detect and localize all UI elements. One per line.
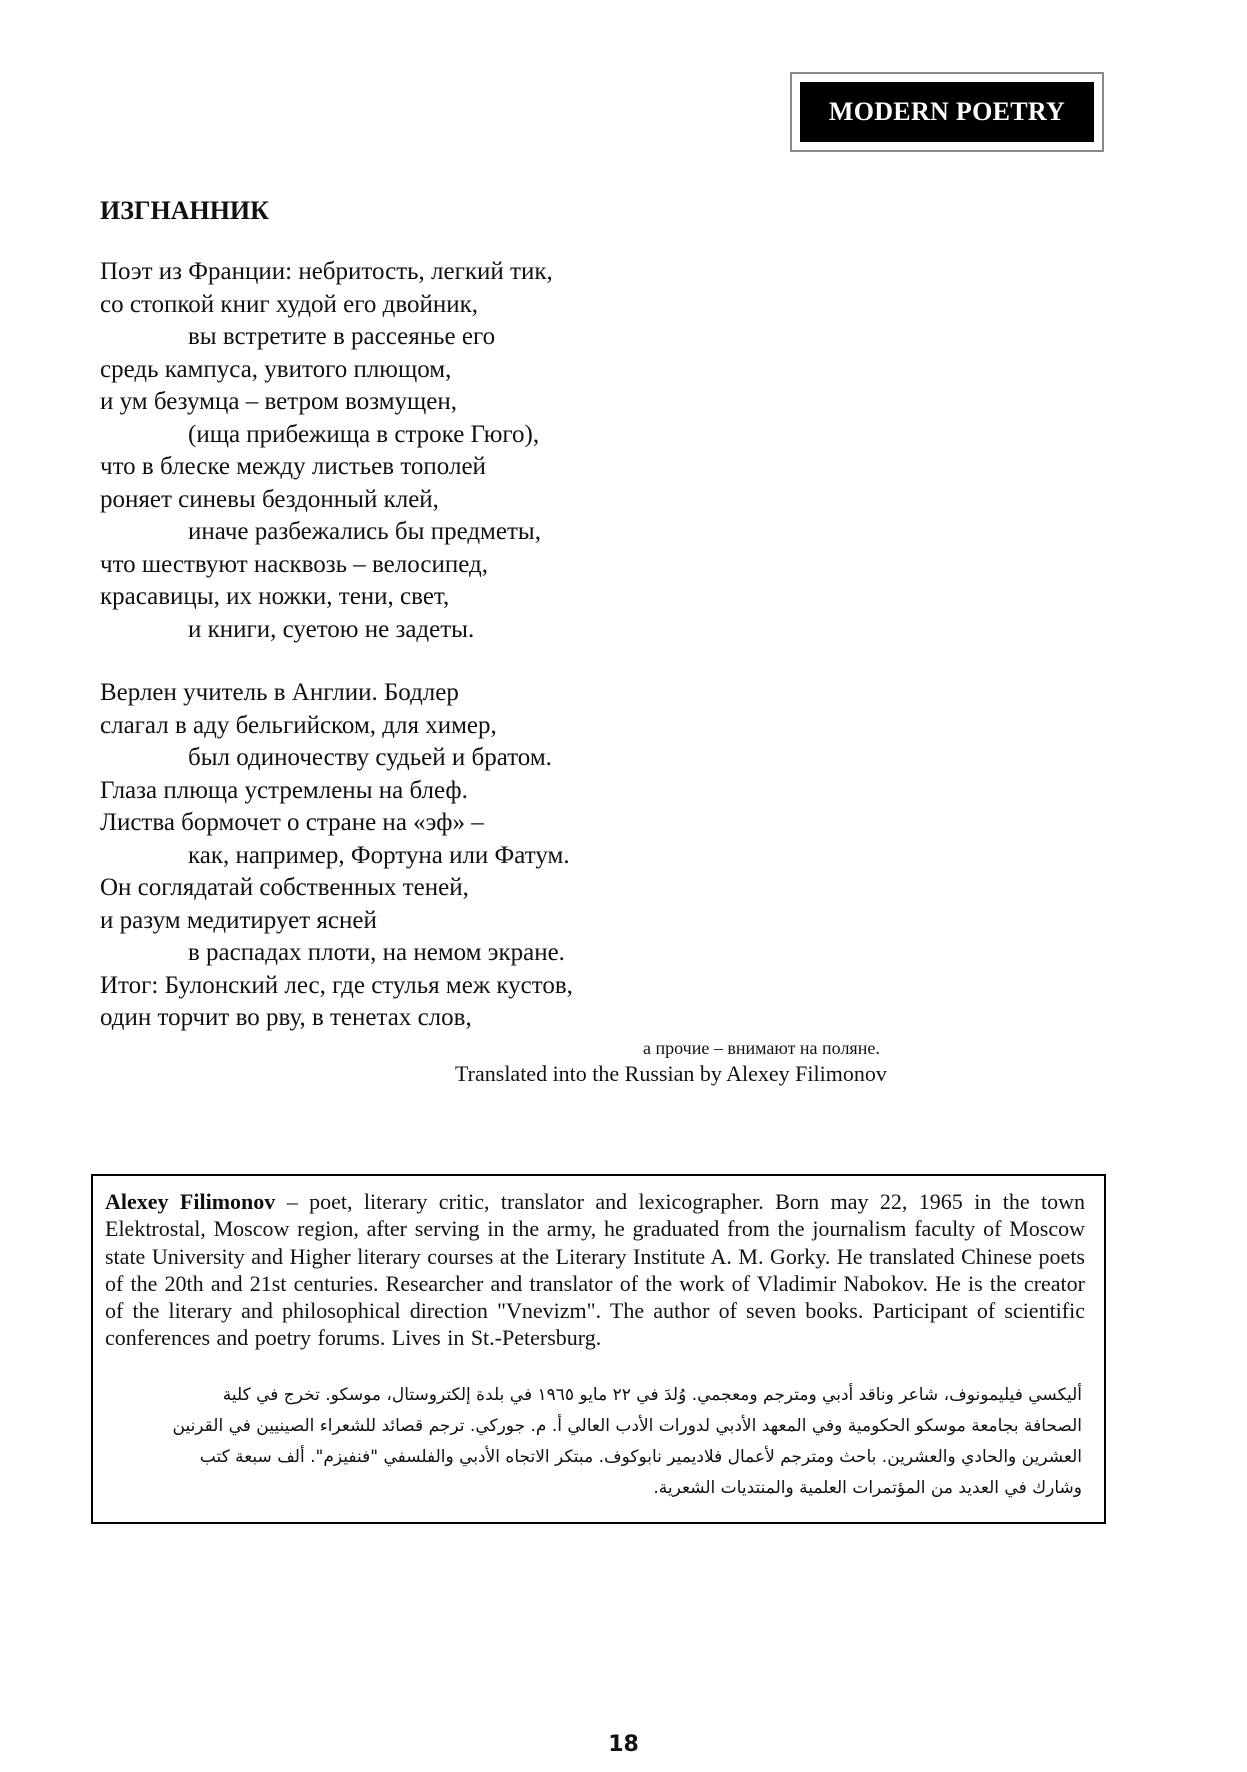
poem-line: Глаза плюща устремлены на блеф. — [100, 776, 468, 804]
arabic-bio-line: وشارك في العديد من المؤتمرات العلمية والمنتديات الشعرية. — [653, 1478, 1082, 1498]
poem-title: ИЗГНАННИК — [100, 196, 270, 225]
poem-line: красавицы, их ножки, тени, свет, — [100, 583, 450, 610]
poem-line: что в блеске между листьев тополей — [100, 453, 486, 480]
poem-line: был одиночеству судьей и братом. — [188, 744, 552, 771]
poem-line: Он соглядатай собственных теней, — [100, 874, 469, 901]
arabic-bio-line: الصحافة بجامعة موسكو الحكومية وفي المعهد الأدبي لدورات الأدب العالي أ. م. جوركي. ترجم قصائد للشعراء الصينيين في القرنين — [172, 1416, 1082, 1436]
poem-line: иначе разбежались бы предметы, — [188, 518, 541, 545]
poem-line: слагал в аду бельгийском, для химер, — [100, 711, 497, 739]
poem-line: Листва бормочет о стране на «эф» – — [100, 809, 484, 836]
section-badge — [790, 72, 1104, 152]
poem-line: и ум безумца – ветром возмущен, — [100, 388, 458, 415]
poem-line: со стопкой книг худой его двойник, — [100, 290, 479, 318]
arabic-bio-line: العشرين والحادي والعشرين. باحث ومترجم لأعمال فلاديمير نابوكوف. مبتكر الاتجاه الأدبي والفلسفي "فنفيزم". ألف سبعة كتب — [199, 1447, 1082, 1467]
poem-last-line: а прочие – внимают на поляне. — [643, 1038, 880, 1058]
poem-line: (ища прибежища в строке Гюго), — [188, 420, 540, 448]
poem-stanza-1 — [100, 256, 553, 646]
author-bio-english — [105, 1188, 1085, 1352]
poem-line: Итог: Булонский лес, где стулья меж кустов, — [100, 971, 573, 999]
poem-line: один торчит во рву, в тенетах слов, — [100, 1004, 472, 1031]
page-number: 18 — [608, 1732, 639, 1757]
poem-line: и книги, суетою не задеты. — [188, 615, 475, 643]
poem-line: как, например, Фортуна или Фатум. — [188, 841, 570, 869]
translation-credit: Translated into the Russian by Alexey Filimonov — [455, 1061, 887, 1086]
poem-line: Поэт из Франции: небритость, легкий тик, — [100, 258, 553, 285]
poem-line: вы встретите в рассеянье его — [188, 323, 496, 350]
author-bio-box — [91, 1174, 1106, 1524]
poem-line: роняет синевы бездонный клей, — [100, 485, 439, 513]
arabic-bio-line: أليكسي فيليمونوف، شاعر وناقد أدبي ومترجم ومعجمي. وُلدَ في ٢٢ مايو ١٩٦٥ في بلدة إلكتروستال، موسكو. تخرج في كلية — [222, 1385, 1082, 1405]
author-name: Alexey Filimonov — [105, 1189, 276, 1214]
poem-line: в распадах плоти, на немом экране. — [188, 939, 565, 966]
poem-line: средь кампуса, увитого плющом, — [100, 355, 452, 383]
poem-stanza-2 — [100, 677, 573, 1035]
section-label: MODERN POETRY — [800, 82, 1094, 142]
poem-line: и разум медитирует ясней — [100, 906, 377, 934]
poem-line: что шествуют насквозь – велосипед, — [100, 550, 488, 578]
poem-line: Верлен учитель в Англии. Бодлер — [100, 679, 459, 706]
author-bio-text: – poet, literary critic, translator and lexicographer. Born may 22, 1965 in the town Elektrostal, Moscow region, after serving in the army, he graduated from the journalism faculty of Moscow state University and Higher literary courses at the Literary Institute A. M. Gorky. He translated Chinese poets of the 20th and 21st centuries. Researcher and translator of the work of Vladimir Nabokov. He is the creator of the literary and philosophical direction "Vnevizm". The author of seven books. Participant of scientific conferences and poetry forums. Lives in St.-Petersburg. — [105, 1189, 1085, 1351]
author-bio-arabic — [107, 1380, 1082, 1504]
